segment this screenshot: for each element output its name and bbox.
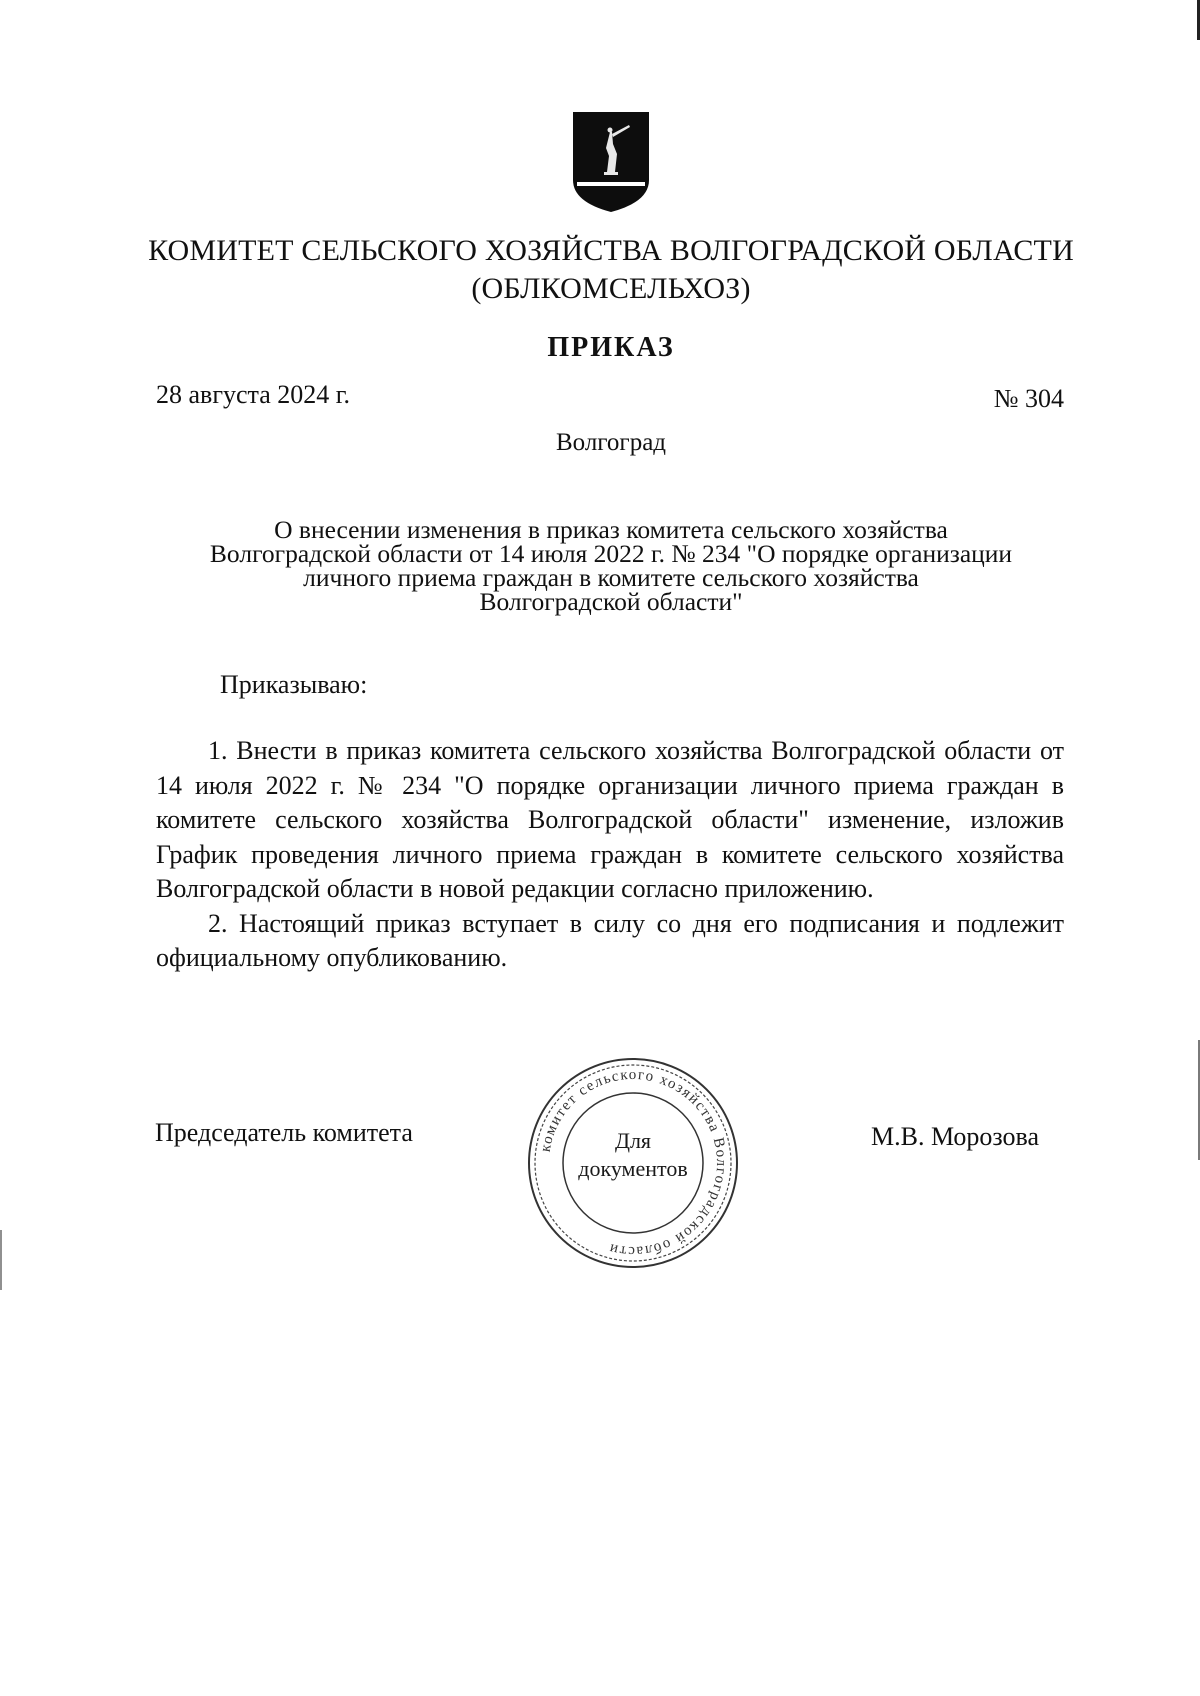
subject-line: О внесении изменения в приказ комитета сельского хозяйства xyxy=(274,515,948,544)
organization-header xyxy=(0,232,1200,308)
document-city: Волгоград xyxy=(555,429,667,456)
document-number: № 304 xyxy=(993,384,1064,413)
subject-line: Волгоградской области от 14 июля 2022 г. № 234 "О порядке организации xyxy=(209,539,1013,568)
order-item-2: 2. Настоящий приказ вступает в силу со дня его подписания и подлежит официальному опубликованию. xyxy=(156,908,1064,972)
document-body xyxy=(156,734,1064,976)
order-word: Приказываю: xyxy=(220,670,368,699)
official-stamp xyxy=(522,1052,744,1274)
organization-name: КОМИТЕТ СЕЛЬСКОГО ХОЗЯЙСТВА ВОЛГОГРАДСКОЙ ОБЛАСТИ xyxy=(148,234,1074,267)
coat-of-arms-icon xyxy=(571,110,651,214)
document-type: ПРИКАЗ xyxy=(547,332,675,363)
stamp-center-line1: Для xyxy=(614,1128,652,1153)
order-item-1: 1. Внести в приказ комитета сельского хозяйства Волгоградской области от 14 июля 2022 г. № 234 "О порядке организации личного приема граждан в комитете сельского хозяйства Волгоградской области" изменение, изложив График проведения личного приема граждан в комитете сельского хозяйства Волгоградской области в новой редакции согласно приложению. xyxy=(156,736,1064,903)
organization-short-name: (ОБЛКОМСЕЛЬХОЗ) xyxy=(471,272,751,305)
document-date: 28 августа 2024 г. xyxy=(156,380,350,409)
signer-name: М.В. Морозова xyxy=(871,1122,1040,1151)
signer-title: Председатель комитета xyxy=(155,1118,413,1147)
subject-line: Волгоградской области" xyxy=(479,587,743,616)
document-subject xyxy=(150,515,1072,616)
stamp-center-line2: документов xyxy=(578,1156,688,1181)
stamp-ring-text: комитет сельского хозяйства Волгоградской области xyxy=(537,1066,730,1260)
subject-line: личного приема граждан в комитете сельского хозяйства xyxy=(303,563,919,592)
scan-edge-mark xyxy=(0,1230,2,1290)
